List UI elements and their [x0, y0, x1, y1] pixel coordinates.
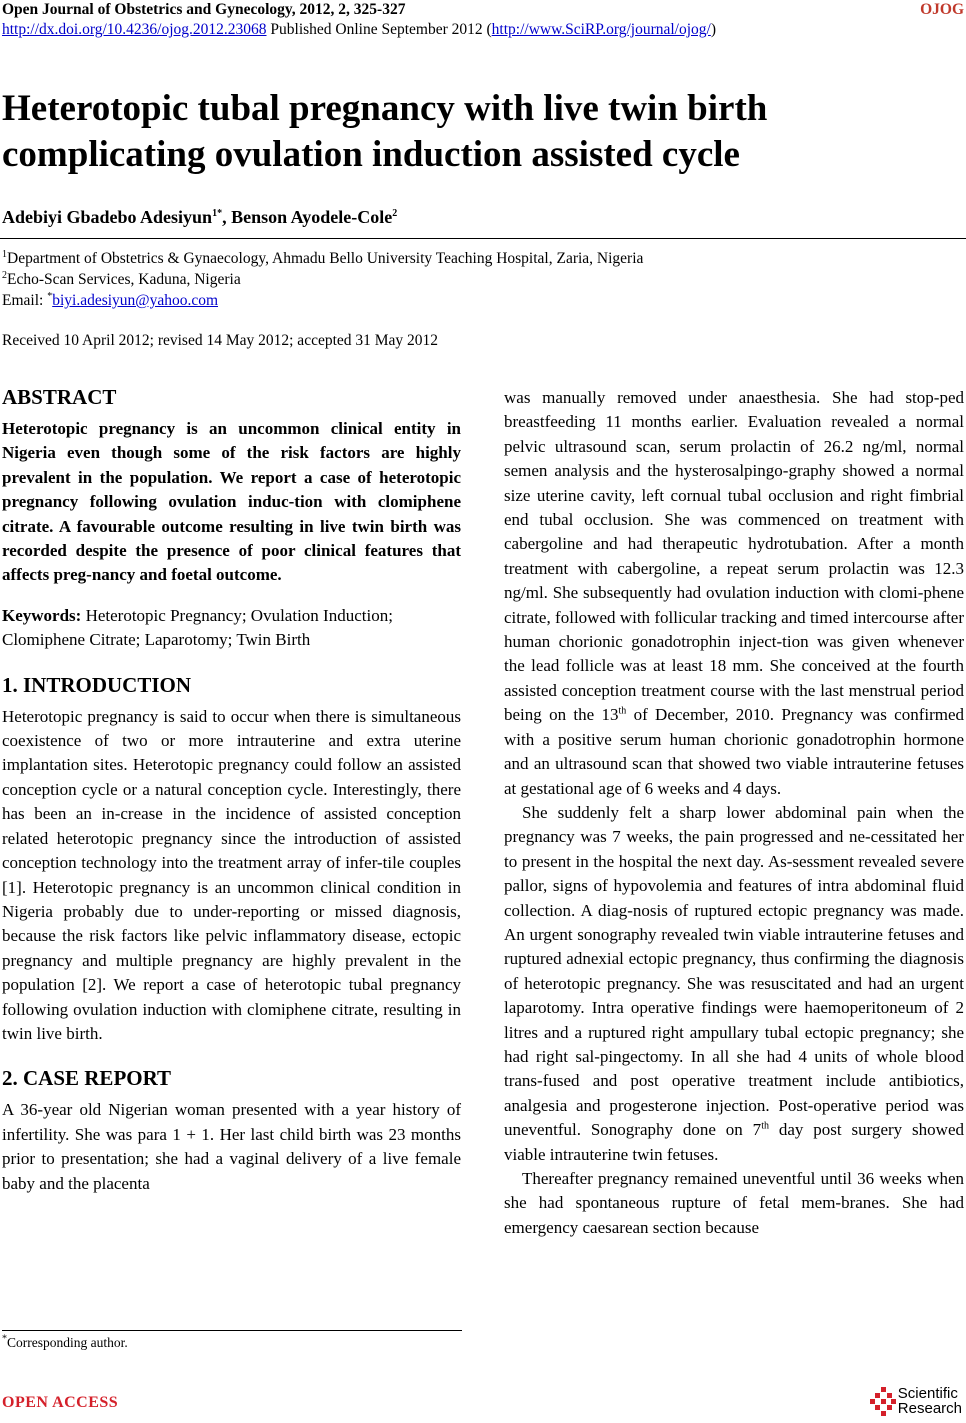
doi-line	[2, 20, 964, 40]
received-dates: Received 10 April 2012; revised 14 May 2012; accepted 31 May 2012	[2, 332, 439, 349]
scirp-logo	[870, 1386, 962, 1416]
scirp-logo-icon	[870, 1386, 896, 1416]
author-1: Adebiyi Gbadebo Adesiyun	[2, 207, 213, 227]
logo-text	[898, 1386, 962, 1416]
aff2-sup: 2	[2, 269, 7, 281]
aff1-text: Department of Obstetrics & Gynaecology, Ahmadu Bello University Teaching Hospital, Zaria, Nigeria	[7, 250, 644, 267]
author-divider	[0, 238, 966, 239]
title-line-1: Heterotopic tubal pregnancy with live twin birth	[2, 88, 768, 129]
footnote-text: Corresponding author.	[7, 1335, 128, 1350]
p2-part-b: day post surgery showed viable intrauterine twin fetuses.	[504, 1120, 964, 1164]
email-sup: *	[47, 290, 53, 302]
p1-sup: th	[618, 705, 627, 717]
authors	[2, 207, 397, 228]
right-column	[504, 386, 964, 1240]
footnote-sup: *	[2, 1333, 7, 1345]
case-paragraph-2	[504, 801, 964, 1167]
abstract-text: Heterotopic pregnancy is an uncommon clinical entity in Nigeria even though some of the risk factors are highly prevalent in the population. We report a case of heterotopic pregnancy following ovulation induc-tion with clomiphene citrate. A favourable outcome resulting in live twin birth was recorded despite the presence of poor clinical features that affects preg-nancy and foetal outcome.	[2, 419, 461, 585]
doi-link[interactable]: http://dx.doi.org/10.4236/ojog.2012.23068	[2, 21, 267, 38]
published-text: Published Online September 2012 (	[266, 21, 492, 38]
title-line-2: complicating ovulation induction assisted cycle	[2, 134, 740, 175]
author-2-sup: 2	[392, 208, 398, 219]
author-2: Benson Ayodele-Cole	[231, 207, 393, 227]
p2-part-a: She suddenly felt a sharp lower abdominal pain when the pregnancy was 7 weeks, the pain progressed and ne-cessitated her to present in the hospital the next day. As-sessment revealed severe pallor, signs of hypovolemia and features of intra abdominal fluid collection. A diag-nosis of ruptured ectopic pregnancy was made. An urgent sonography revealed twin viable intrauterine fetuses and ruptured adnexial ectopic pregnancy, thus confirming the diagnosis of heterotopic pregnancy. She was resuscitated and had an urgent laparotomy. Intra operative findings were haemoperitoneum of 2 litres and a ruptured right ampullary tubal ectopic pregnancy; she had right sal-pingectomy. In all she had 4 units of whole blood trans-fused and post operative treatment include antibiotics, analgesia and progesterone injection. Post-operative period was uneventful. Sonography done on 7	[504, 802, 964, 1140]
aff2-text: Echo-Scan Services, Kaduna, Nigeria	[7, 271, 241, 288]
p1-part-b: of December, 2010. Pregnancy was confirmed with a positive serum human chorionic gonadotrophin hormone and an ultrasound scan that showed two viable intrauterine fetuses at gestational age of 6 weeks and 4 days.	[504, 705, 965, 798]
affiliation-2	[2, 269, 643, 290]
keywords-label: Keywords:	[2, 605, 82, 625]
logo-line-2: Research	[897, 1400, 962, 1417]
email-label: Email:	[2, 292, 48, 309]
case-paragraph-3: Thereafter pregnancy remained uneventful until 36 weeks when she had spontaneous rupture of fetal mem-branes. She had emergency caesarean section because	[504, 1169, 964, 1237]
open-access-label: OPEN ACCESS	[2, 1394, 119, 1411]
abstract-heading: ABSTRACT	[2, 385, 117, 409]
keywords	[2, 604, 461, 653]
p2-sup: th	[761, 1120, 769, 1132]
journal-abbrev: OJOG	[920, 1, 964, 18]
paper-title	[2, 86, 962, 178]
case-heading: 2. CASE REPORT	[2, 1066, 172, 1091]
affiliations	[2, 248, 643, 311]
journal-link[interactable]: http://www.SciRP.org/journal/ojog/	[491, 21, 711, 38]
left-column	[2, 383, 461, 1196]
case-text: A 36-year old Nigerian woman presented with a year history of infertility. She was para 1 + 1. Her last child birth was 23 months prior to presentation; she had a vaginal delivery of a live female baby and the placenta	[2, 1100, 461, 1193]
keywords-text: Heterotopic Pregnancy; Ovulation Induction; Clomiphene Citrate; Laparotomy; Twin Birth	[2, 605, 393, 650]
footnote-divider	[2, 1330, 462, 1331]
email-link[interactable]: biyi.adesiyun@yahoo.com	[52, 292, 219, 309]
logo-line-1: Scientific	[897, 1385, 958, 1402]
running-header	[2, 0, 964, 40]
case-paragraph-1	[504, 386, 964, 801]
email-line	[2, 290, 643, 311]
aff1-sup: 1	[2, 248, 7, 260]
close-paren: )	[710, 21, 717, 38]
journal-line: Open Journal of Obstetrics and Gynecology, 2012, 2, 325-327	[2, 1, 406, 18]
affiliation-1	[2, 248, 643, 269]
footnote	[2, 1335, 128, 1351]
author-separator: ,	[222, 207, 232, 227]
intro-text: Heterotopic pregnancy is said to occur when there is simultaneous coexistence of two or more intrauterine and extra uterine implantation sites. Heterotopic pregnancy could follow an assisted conception cycle or a natural conception cycle. Interestingly, there has been an in-crease in the incidence of assisted conception related heterotopic pregnancy since the introduction of assisted conception technology into the treatment array of infer-tile couples [1]. Heterotopic pregnancy is an uncommon clinical condition in Nigeria probably due to under-reporting or missed diagnosis, because the risk factors like pelvic inflammatory disease, ectopic pregnancy and multiple pregnancy are highly prevalent in the population [2]. We report a case of heterotopic tubal pregnancy following ovulation induction with clomiphene citrate, resulting in twin live birth.	[2, 706, 461, 1043]
p1-part-a: was manually removed under anaesthesia. She had stop-ped breastfeeding 11 months earlier. Evaluation revealed a normal pelvic ultrasound scan, serum prolactin of 26.2 ng/ml, normal semen analysis and the hysterosalpingo-graphy showed a normal size uterine cavity, left cornual tubal occlusion and right fimbrial end tubal occlusion. She was commenced on treatment with cabergoline and had therapeutic hydrotubation. After a month treatment with cabergoline, a repeat serum prolactin was 12.3 ng/ml. She subsequently had ovulation induction with clomi-phene citrate, followed with follicular tracking and timed intercourse after human chorionic gonadotrophin inject-tion was given whenever the lead follicle was at least 18 mm. She conceived at the fourth assisted conception treatment course with the last menstrual period being on the 13	[504, 388, 964, 725]
intro-heading: 1. INTRODUCTION	[2, 672, 192, 697]
author-1-sup: 1*	[212, 208, 223, 219]
